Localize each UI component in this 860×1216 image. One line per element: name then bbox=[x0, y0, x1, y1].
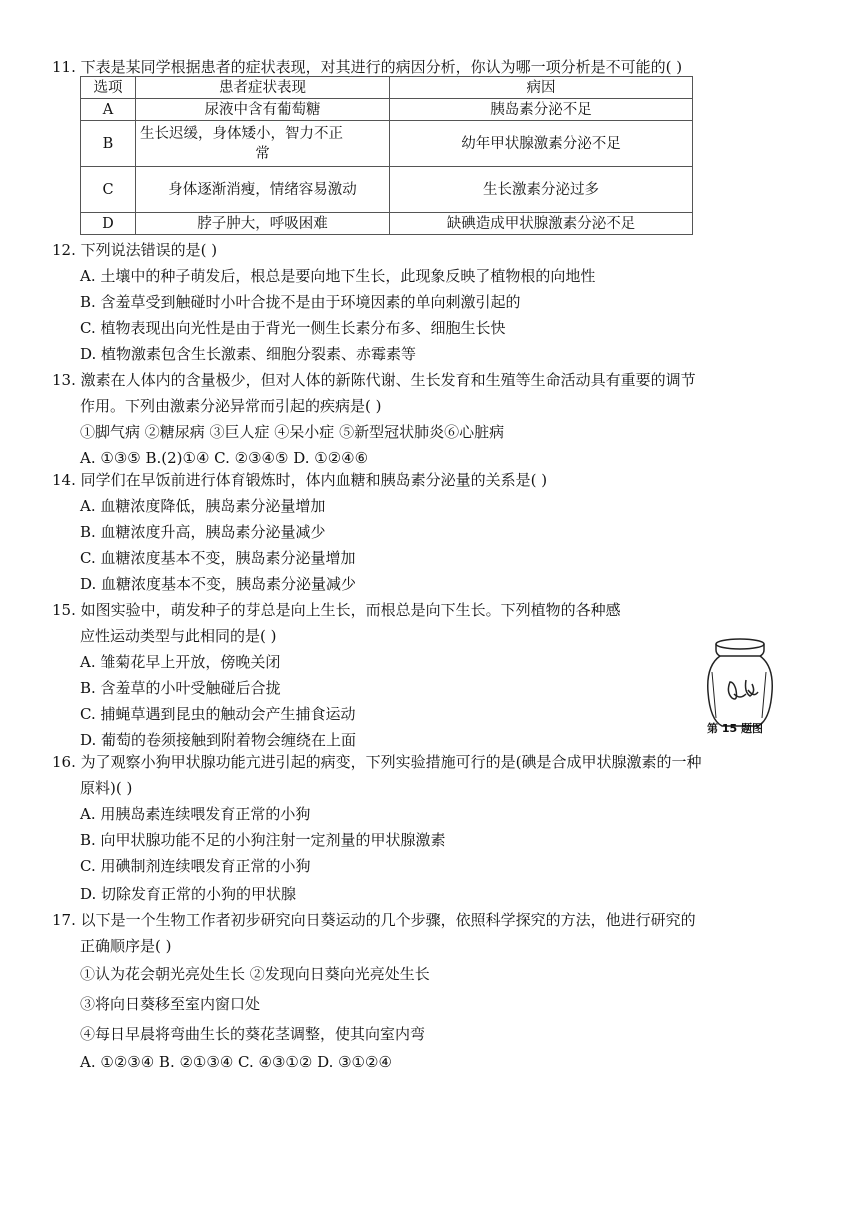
table-header: 患者症状表现 bbox=[136, 77, 390, 99]
q16-option-c: C. 用碘制剂连续喂发育正常的小狗 bbox=[80, 857, 311, 875]
table-header: 病因 bbox=[390, 77, 693, 99]
q16-option-d: D. 切除发育正常的小狗的甲状腺 bbox=[80, 885, 297, 903]
table-cell: C bbox=[81, 167, 136, 213]
q15-option-b: B. 含羞草的小叶受触碰后合拢 bbox=[80, 679, 281, 697]
q12-option-a: A. 土壤中的种子萌发后，根总是要向地下生长，此现象反映了植物根的向地性 bbox=[80, 267, 596, 285]
q17-step-line: ①认为花会朝光亮处生长 ②发现向日葵向光亮处生长 bbox=[80, 965, 430, 983]
table-row bbox=[81, 121, 693, 167]
q16-stem-cont: 原料)( ) bbox=[80, 779, 133, 797]
q17-step-line: ③将向日葵移至室内窗口处 bbox=[80, 995, 261, 1013]
q13-items: ①脚气病 ②糖尿病 ③巨人症 ④呆小症 ⑤新型冠状肺炎⑥心脏病 bbox=[80, 423, 505, 441]
q15-option-a: A. 雏菊花早上开放，傍晚关闭 bbox=[80, 653, 281, 671]
q14-option-b: B. 血糖浓度升高，胰岛素分泌量减少 bbox=[80, 523, 326, 541]
table-row bbox=[81, 99, 693, 121]
q17-step-line: ④每日早晨将弯曲生长的葵花茎调整，使其向室内弯 bbox=[80, 1025, 426, 1043]
table-cell: 胰岛素分泌不足 bbox=[390, 99, 693, 121]
cell-line: 生长迟缓，身体矮小，智力不正 bbox=[140, 125, 343, 142]
q14-option-a: A. 血糖浓度降低，胰岛素分泌量增加 bbox=[80, 497, 326, 515]
q15-figure-caption: 第 15 题图 bbox=[707, 722, 763, 735]
table-cell: 身体逐渐消瘦，情绪容易激动 bbox=[136, 167, 390, 213]
q11-table bbox=[80, 76, 693, 235]
q15-option-c: C. 捕蝇草遇到昆虫的触动会产生捕食运动 bbox=[80, 705, 356, 723]
table-header: 选项 bbox=[81, 77, 136, 99]
table-cell bbox=[136, 121, 390, 167]
q15-option-d: D. 葡萄的卷须接触到附着物会缠绕在上面 bbox=[80, 731, 357, 749]
table-row bbox=[81, 213, 693, 235]
table-cell: 尿液中含有葡萄糖 bbox=[136, 99, 390, 121]
q13-stem-cont: 作用。下列由激素分泌异常而引起的疾病是( ) bbox=[80, 397, 382, 415]
q16-option-a: A. 用胰岛素连续喂发育正常的小狗 bbox=[80, 805, 311, 823]
q13-stem: 13. 激素在人体内的含量极少，但对人体的新陈代谢、生长发育和生殖等生命活动具有重要的调节 bbox=[52, 371, 696, 389]
table-cell: 幼年甲状腺激素分泌不足 bbox=[390, 121, 693, 167]
table-cell: 生长激素分泌过多 bbox=[390, 167, 693, 213]
cell-line: 常 bbox=[255, 145, 270, 162]
table-cell: D bbox=[81, 213, 136, 235]
q16-option-b: B. 向甲状腺功能不足的小狗注射一定剂量的甲状腺激素 bbox=[80, 831, 446, 849]
table-row bbox=[81, 167, 693, 213]
q12-option-c: C. 植物表现出向光性是由于背光一侧生长素分布多、细胞生长快 bbox=[80, 319, 506, 337]
q15-stem-cont: 应性运动类型与此相同的是( ) bbox=[80, 627, 277, 645]
q12-stem: 12. 下列说法错误的是( ) bbox=[52, 241, 218, 259]
q14-option-d: D. 血糖浓度基本不变，胰岛素分泌量减少 bbox=[80, 575, 357, 593]
q14-option-c: C. 血糖浓度基本不变，胰岛素分泌量增加 bbox=[80, 549, 356, 567]
q17-options: A. ①②③④ B. ②①③④ C. ④③①② D. ③①②④ bbox=[80, 1053, 392, 1071]
table-header-row bbox=[81, 77, 693, 99]
table-cell: 缺碘造成甲状腺激素分泌不足 bbox=[390, 213, 693, 235]
q13-options: A. ①③⑤ B.(2)①④ C. ②③④⑤ D. ①②④⑥ bbox=[80, 449, 369, 467]
q17-stem: 17. 以下是一个生物工作者初步研究向日葵运动的几个步骤，依照科学探究的方法，他进行研究的 bbox=[52, 911, 696, 929]
table-cell: B bbox=[81, 121, 136, 167]
q15-stem: 15. 如图实验中，萌发种子的芽总是向上生长，而根总是向下生长。下列植物的各种感 bbox=[52, 601, 621, 619]
q12-option-d: D. 植物激素包含生长激素、细胞分裂素、赤霉素等 bbox=[80, 345, 417, 363]
table-cell: 脖子肿大，呼吸困难 bbox=[136, 213, 390, 235]
q17-stem-cont: 正确顺序是( ) bbox=[80, 937, 172, 955]
table-cell: A bbox=[81, 99, 136, 121]
q14-stem: 14. 同学们在早饭前进行体育锻炼时，体内血糖和胰岛素分泌量的关系是( ) bbox=[52, 471, 548, 489]
q12-option-b: B. 含羞草受到触碰时小叶合拢不是由于环境因素的单向刺激引起的 bbox=[80, 293, 521, 311]
q16-stem: 16. 为了观察小狗甲状腺功能亢进引起的病变，下列实验措施可行的是(碘是合成甲状腺激素的一种 bbox=[52, 753, 702, 771]
q11-stem: 11. 下表是某同学根据患者的症状表现，对其进行的病因分析，你认为哪一项分析是不可能的( ) bbox=[52, 58, 683, 76]
